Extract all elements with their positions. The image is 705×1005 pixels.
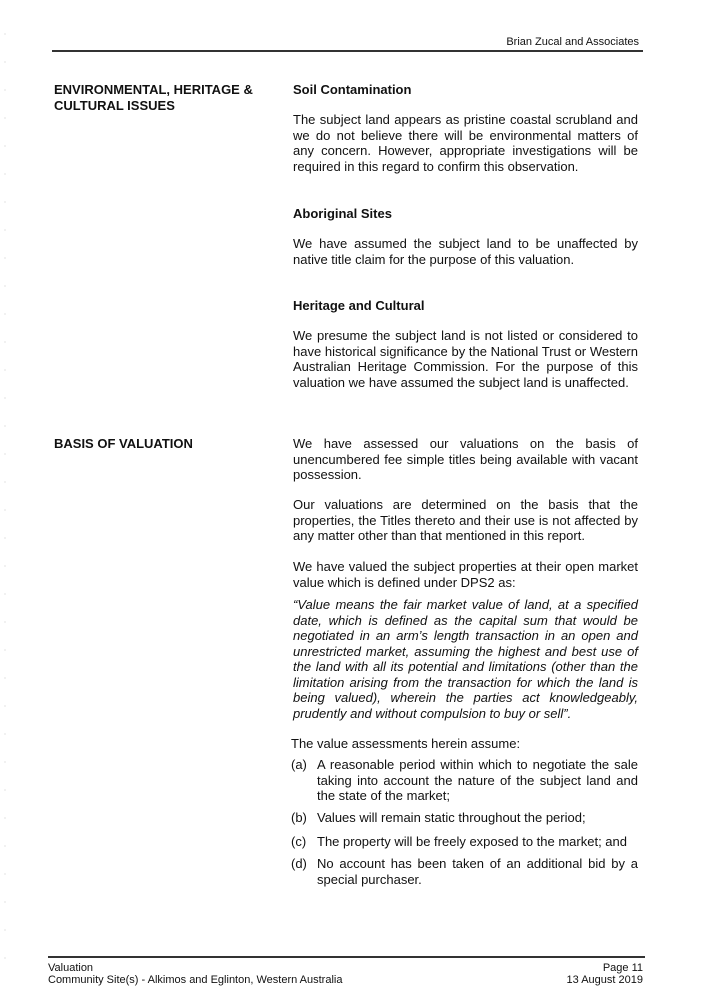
list-item bbox=[291, 834, 638, 850]
list-item-text: No account has been taken of an additional bid by a special purchaser. bbox=[317, 856, 638, 887]
list-item-label: (a) bbox=[291, 757, 307, 772]
header-rule bbox=[52, 50, 643, 52]
env-heading bbox=[54, 82, 253, 114]
heritage-heading: Heritage and Cultural bbox=[293, 298, 425, 313]
list-item-text: Values will remain static throughout the period; bbox=[317, 810, 586, 825]
list-item bbox=[291, 856, 638, 887]
list-item bbox=[291, 757, 638, 804]
basis-heading: BASIS OF VALUATION bbox=[54, 436, 193, 451]
soil-heading: Soil Contamination bbox=[293, 82, 412, 97]
basis-para1: We have assessed our valuations on the basis of unencumbered fee simple titles being available with vacant possession. bbox=[293, 436, 638, 482]
footer-left bbox=[48, 962, 342, 986]
header-company: Brian Zucal and Associates bbox=[506, 36, 639, 48]
valuation-definition-quote: “Value means the fair market value of land, at a specified date, which is defined as the capital sum that would be negotiated in an arm’s length transaction in an open and unrestricted market, assuming the highest and best use of the land with all its potential and limitations (other than the limitation arising from the transaction for which the land is being valued), wherein the parties act knowledgeably, prudently and without compulsion to buy or sell”. bbox=[293, 597, 638, 721]
footer-right bbox=[567, 962, 643, 986]
list-item-label: (b) bbox=[291, 810, 307, 825]
list-item-label: (d) bbox=[291, 856, 307, 871]
basis-para2: Our valuations are determined on the basis that the properties, the Titles thereto and their use is not affected by any matter other than that mentioned in this report. bbox=[293, 497, 638, 543]
list-item-label: (c) bbox=[291, 834, 307, 849]
footer-doc-type: Valuation bbox=[48, 962, 94, 974]
aboriginal-heading: Aboriginal Sites bbox=[293, 206, 392, 221]
report-date: 13 August 2019 bbox=[566, 974, 643, 986]
env-heading-line2: CULTURAL ISSUES bbox=[54, 98, 175, 113]
list-item bbox=[291, 810, 638, 826]
soil-text: The subject land appears as pristine coastal scrubland and we do not believe there will be environmental matters of any concern. However, appropriate investigations will be required in this regard to confirm this observation. bbox=[293, 112, 638, 174]
list-item-text: A reasonable period within which to negotiate the sale taking into account the nature of the subject land and the state of the market; bbox=[317, 757, 638, 803]
list-item-text: The property will be freely exposed to the market; and bbox=[317, 834, 627, 849]
scan-margin-marks bbox=[3, 20, 7, 980]
env-heading-line1: ENVIRONMENTAL, HERITAGE & bbox=[54, 82, 253, 97]
page-number: Page 11 bbox=[602, 962, 643, 974]
assumptions-intro: The value assessments herein assume: bbox=[291, 736, 521, 751]
aboriginal-text: We have assumed the subject land to be unaffected by native title claim for the purpose of this valuation. bbox=[293, 236, 638, 267]
heritage-text: We presume the subject land is not listed or considered to have historical significance by the National Trust or Western Australian Heritage Commission. For the purpose of this valuation we have assumed the subject land is unaffected. bbox=[293, 328, 638, 390]
footer-doc-title: Community Site(s) - Alkimos and Eglinton, Western Australia bbox=[48, 974, 343, 986]
footer-rule bbox=[48, 956, 645, 958]
basis-para3: We have valued the subject properties at their open market value which is defined under DPS2 as: bbox=[293, 559, 638, 590]
